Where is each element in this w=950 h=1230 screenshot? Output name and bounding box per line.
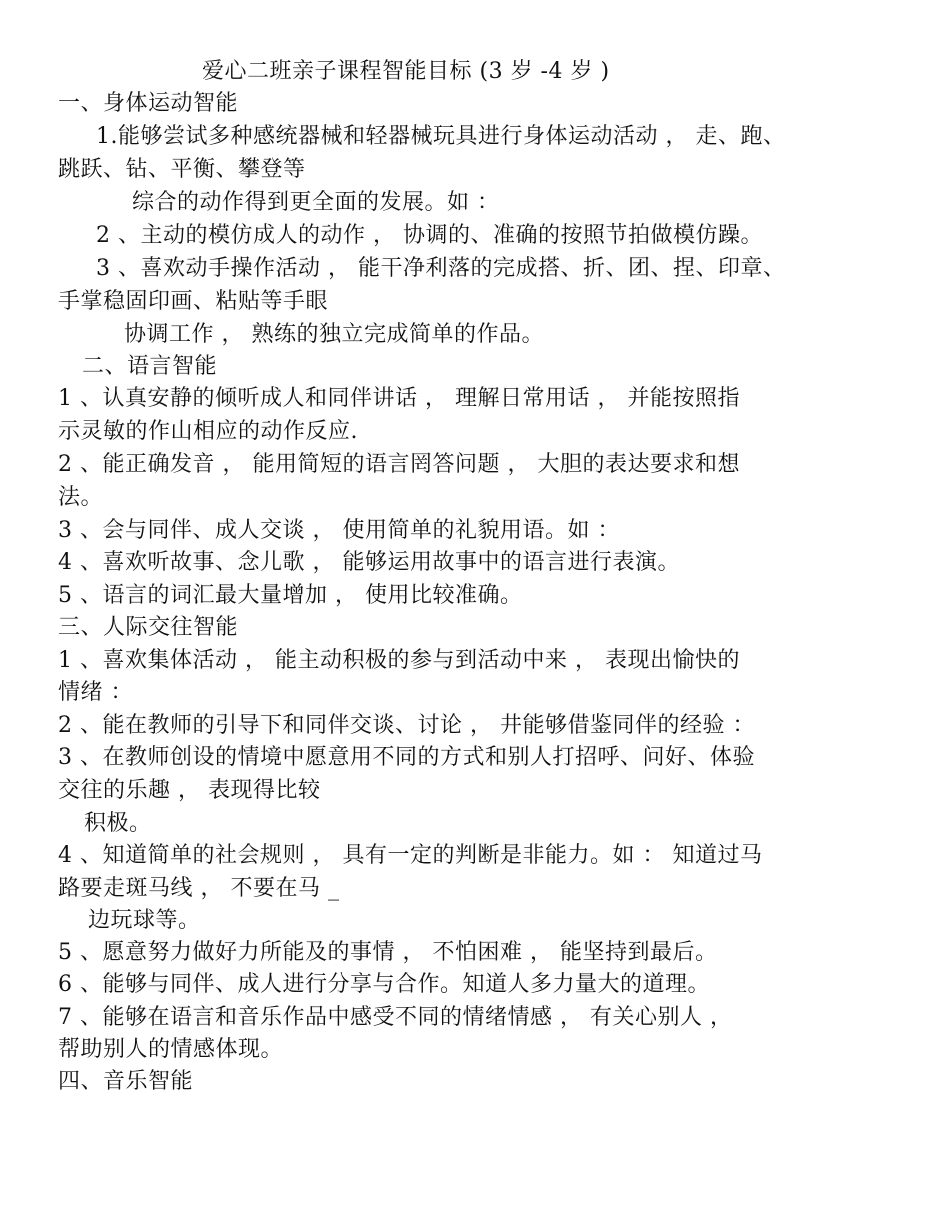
text-line: 3 、在教师创设的情境中愿意用不同的方式和别人打招呼、问好、体验 (58, 745, 755, 770)
text-line: 交往的乐趣 ， 表现得比较 (58, 778, 321, 803)
text-line: 1.能够尝试多种感统器械和轻器械玩具进行身体运动活动 ， 走、跑、 (96, 124, 786, 149)
text-line: 协调工作 ， 熟练的独立完成简单的作品。 (124, 322, 544, 347)
text-line: 情绪 ： (58, 680, 133, 705)
text-line: 3 、喜欢动手操作活动 ， 能干净利落的完成搭、折、团、捏、印章、 (96, 256, 786, 281)
text-line: 5 、语言的词汇最大量增加 ， 使用比较准确。 (58, 583, 523, 608)
text-line: 5 、愿意努力做好力所能及的事情 ， 不怕困难 ， 能坚持到最后。 (58, 940, 718, 965)
text-line: 边玩球等。 (88, 908, 201, 933)
text-line: 示灵敏的作山相应的动作反应. (58, 419, 358, 444)
text-line: 7 、能够在语言和音乐作品中感受不同的情绪情感 ， 有关心别人 ， (58, 1005, 733, 1030)
text-line: 1 、认真安静的倾听成人和同伴讲话 ， 理解日常用话 ， 并能按照指 (58, 386, 740, 411)
text-line: 4 、知道简单的社会规则 ， 具有一定的判断是非能力。如 ： 知道过马 (58, 843, 763, 868)
text-line: 法。 (58, 485, 104, 510)
text-line: 3 、会与同伴、成人交谈 ， 使用简单的礼貌用语。如 ： (58, 518, 620, 543)
text-line: 综合的动作得到更全面的发展。如 ： (132, 190, 500, 215)
section-heading-4: 四、音乐智能 (58, 1069, 194, 1094)
text-line: 2 、主动的模仿成人的动作 ， 协调的、准确的按照节拍做模仿躁。 (96, 223, 763, 248)
text-line: 路要走斑马线 ， 不要在马 _ (58, 876, 340, 901)
text-line: 跳跃、钻、平衡、攀登等 (58, 157, 306, 182)
text-line: 积极。 (84, 811, 152, 836)
document-title: 爱心二班亲子课程智能目标 (3 岁 -4 岁 ) (202, 59, 610, 84)
text-line: 手掌稳固印画、粘贴等手眼 (58, 289, 329, 314)
section-heading-2: 二、语言智能 (82, 354, 218, 379)
text-line: 帮助别人的情感体现。 (58, 1037, 284, 1062)
text-line: 1 、喜欢集体活动 ， 能主动积极的参与到活动中来 ， 表现出愉快的 (58, 648, 740, 673)
text-line: 6 、能够与同伴、成人进行分享与合作。知道人多力量大的道理。 (58, 972, 710, 997)
text-line: 2 、能在教师的引导下和同伴交谈、讨论 ， 井能够借鉴同伴的经验 ： (58, 713, 755, 738)
section-heading-1: 一、身体运动智能 (58, 91, 239, 116)
text-line: 4 、喜欢听故事、念儿歌 ， 能够运用故事中的语言进行表演。 (58, 550, 680, 575)
text-line: 2 、能正确发音 ， 能用简短的语言罔答问题 ， 大胆的表达要求和想 (58, 452, 740, 477)
section-heading-3: 三、人际交往智能 (58, 615, 239, 640)
